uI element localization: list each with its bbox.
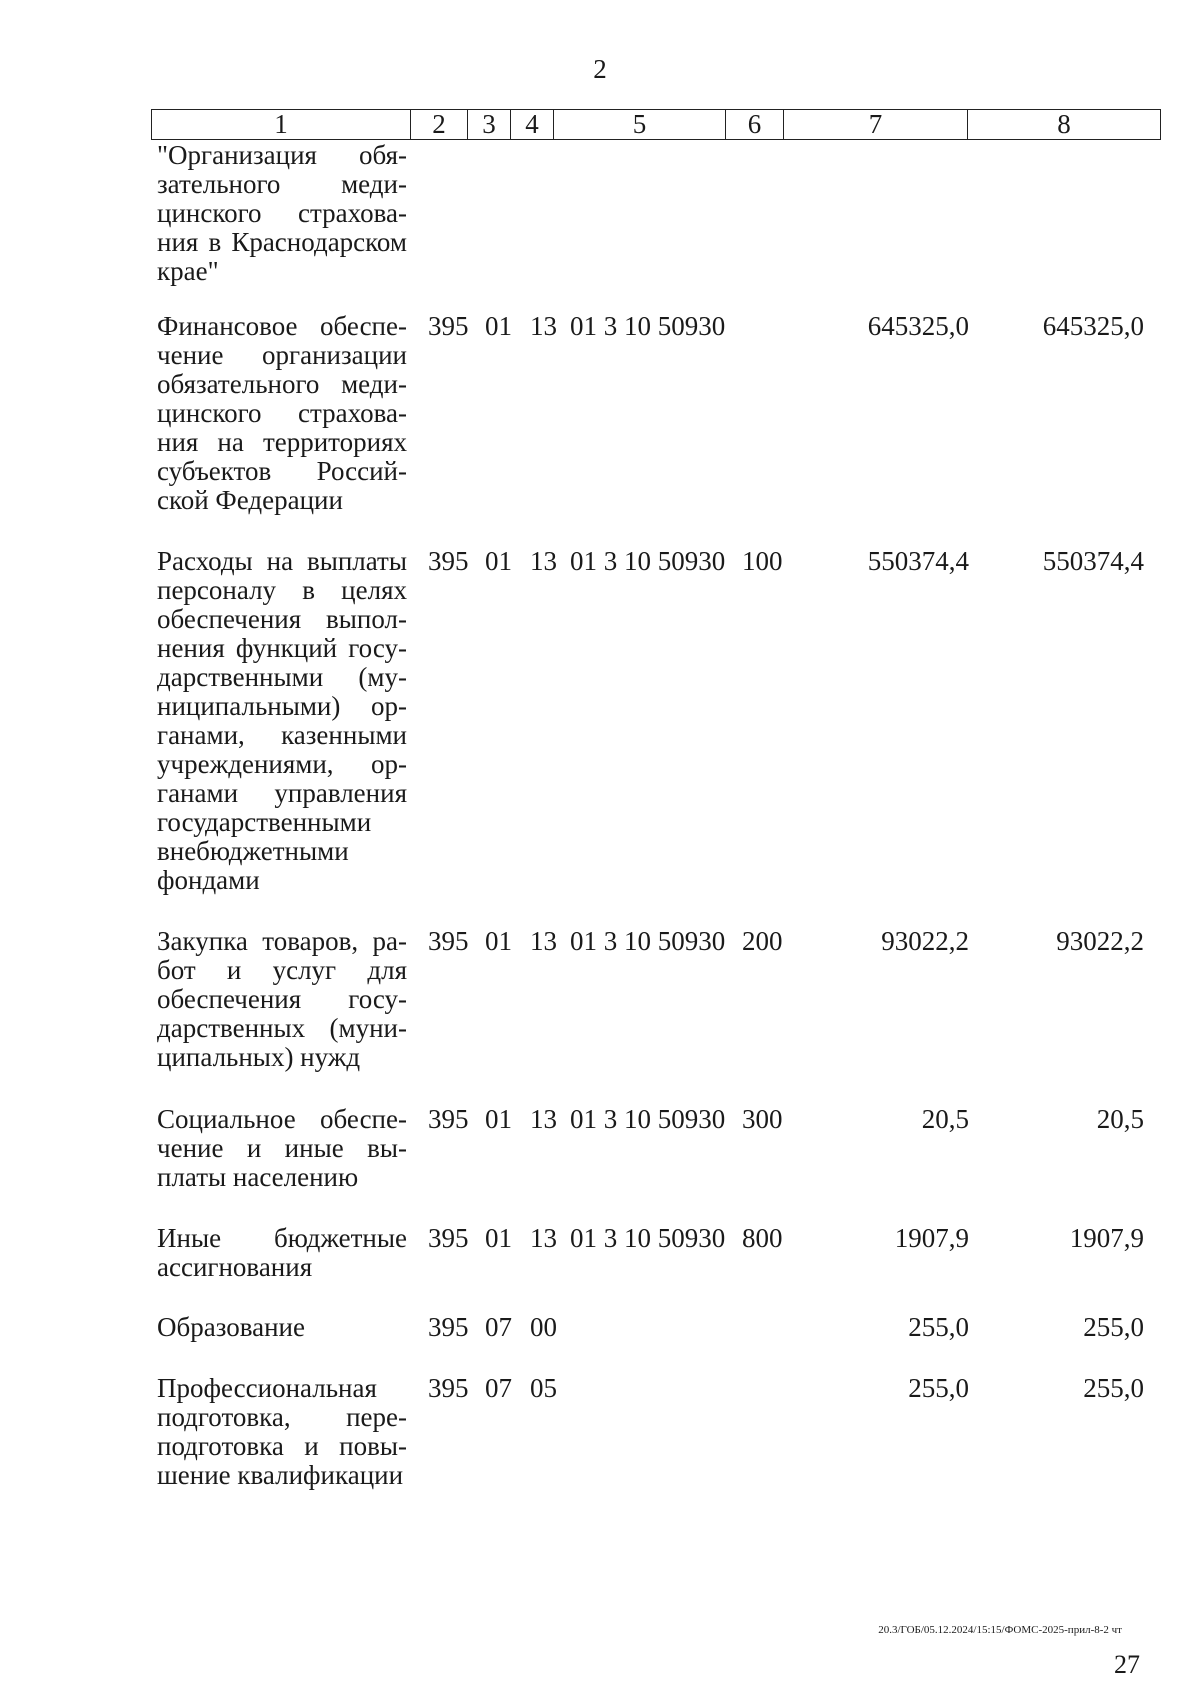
cell-target-article: 01 3 10 50930 [570, 1104, 726, 1134]
cell-subsection: 13 [530, 926, 557, 956]
cell-expense-type: 300 [742, 1104, 783, 1134]
cell-amount-col7: 93022,2 [881, 926, 969, 956]
cell-amount-col8: 93022,2 [1056, 926, 1144, 956]
cell-admin-code: 395 [428, 1104, 469, 1134]
column-header-row [152, 110, 1161, 140]
cell-amount-col8: 550374,4 [1042, 546, 1144, 576]
row-name: Финансовое обеспечение организации обязательного медицинского страхования на территориях субъектов Российской Федерации [157, 311, 407, 515]
cell-admin-code: 395 [428, 1373, 469, 1403]
cell-amount-col7: 20,5 [921, 1104, 969, 1134]
cell-amount-col7: 255,0 [908, 1312, 969, 1342]
cell-admin-code: 395 [428, 1223, 469, 1253]
cell-subsection: 13 [530, 1104, 557, 1134]
row-name: Закупка товаров, работ и услуг для обеспечения государственных (муниципальных) нужд [157, 926, 407, 1072]
column-header-7: 7 [784, 110, 968, 140]
column-header-1: 1 [152, 110, 411, 140]
cell-section: 01 [485, 1223, 512, 1253]
column-header-8: 8 [968, 110, 1161, 140]
column-header-3: 3 [468, 110, 511, 140]
cell-subsection: 13 [530, 1223, 557, 1253]
row-name: "Организация обязательного медицинского страхования в Краснодарском крае" [157, 140, 407, 286]
cell-target-article: 01 3 10 50930 [570, 926, 726, 956]
cell-amount-col7: 645325,0 [867, 311, 969, 341]
cell-section: 07 [485, 1312, 512, 1342]
cell-section: 01 [485, 311, 512, 341]
column-header-4: 4 [511, 110, 554, 140]
cell-amount-col8: 645325,0 [1042, 311, 1144, 341]
cell-amount-col7: 1907,9 [894, 1223, 969, 1253]
cell-admin-code: 395 [428, 926, 469, 956]
cell-amount-col7: 255,0 [908, 1373, 969, 1403]
cell-subsection: 00 [530, 1312, 557, 1342]
row-name: Расходы на выплаты персоналу в целях обеспечения выполнения функций государственными (муниципальными) органами, казенными учреждениями, органами управления государственными внебюджетными фондами [157, 546, 407, 895]
cell-amount-col8: 255,0 [1083, 1373, 1144, 1403]
cell-amount-col8: 1907,9 [1069, 1223, 1144, 1253]
cell-subsection: 13 [530, 546, 557, 576]
cell-section: 01 [485, 926, 512, 956]
column-header-table [151, 109, 1161, 140]
cell-admin-code: 395 [428, 311, 469, 341]
cell-section: 07 [485, 1373, 512, 1403]
row-name: Иные бюджетные ассигнования [157, 1223, 407, 1282]
column-header-5: 5 [554, 110, 726, 140]
column-header-6: 6 [726, 110, 784, 140]
cell-subsection: 13 [530, 311, 557, 341]
document-footer-code: 20.3/ГОБ/05.12.2024/15:15/ФОМС-2025-прил-8-2 чт [878, 1624, 1122, 1636]
cell-target-article: 01 3 10 50930 [570, 311, 726, 341]
column-header-2: 2 [411, 110, 468, 140]
cell-amount-col8: 20,5 [1096, 1104, 1144, 1134]
cell-amount-col8: 255,0 [1083, 1312, 1144, 1342]
cell-expense-type: 100 [742, 546, 783, 576]
cell-amount-col7: 550374,4 [867, 546, 969, 576]
document-footer-page-number: 27 [1114, 1650, 1140, 1679]
page-number: 2 [593, 54, 607, 84]
cell-target-article: 01 3 10 50930 [570, 546, 726, 576]
cell-section: 01 [485, 546, 512, 576]
cell-section: 01 [485, 1104, 512, 1134]
row-name: Социальное обеспечение и иные выплаты населению [157, 1104, 407, 1192]
cell-admin-code: 395 [428, 1312, 469, 1342]
cell-admin-code: 395 [428, 546, 469, 576]
cell-target-article: 01 3 10 50930 [570, 1223, 726, 1253]
cell-subsection: 05 [530, 1373, 557, 1403]
cell-expense-type: 200 [742, 926, 783, 956]
row-name: Образование [157, 1312, 305, 1342]
row-name: Профессиональная подготовка, переподготовка и повышение квалификации [157, 1373, 407, 1490]
cell-expense-type: 800 [742, 1223, 783, 1253]
